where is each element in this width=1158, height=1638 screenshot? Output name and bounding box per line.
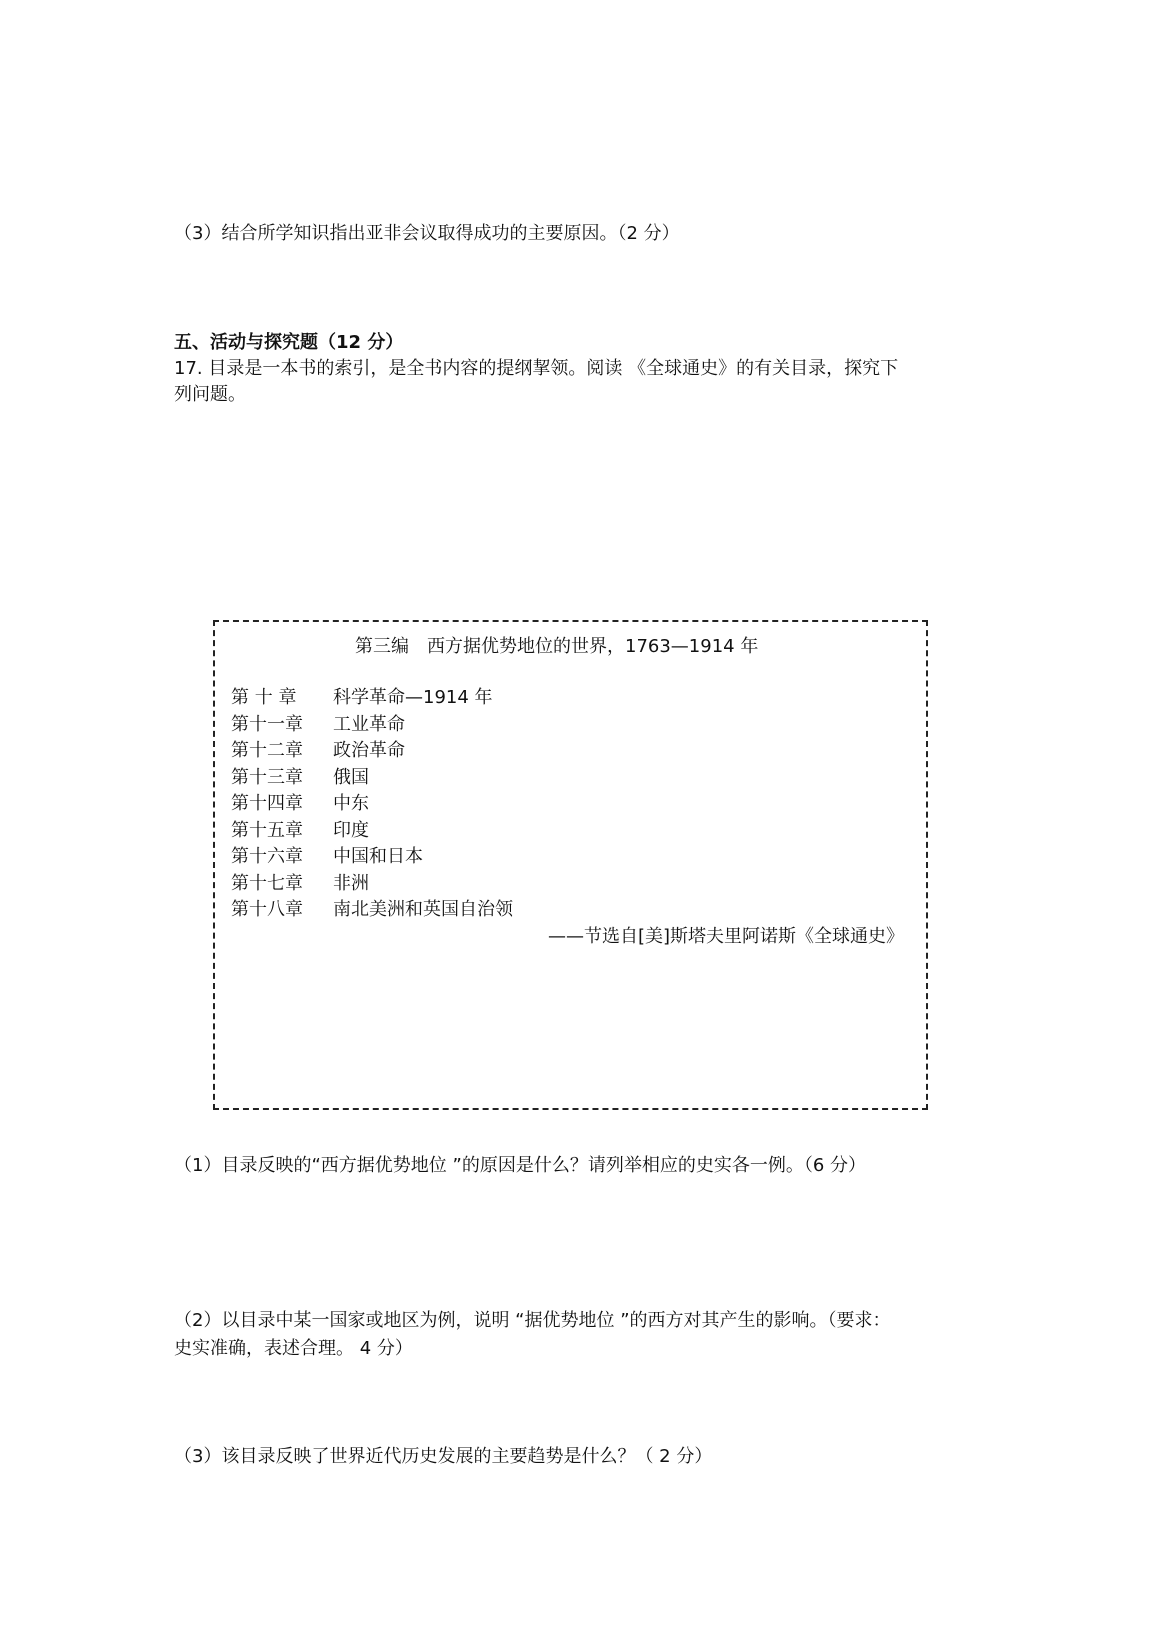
chapter-row (231, 844, 513, 871)
chapter-number: 第十五章 (231, 819, 303, 841)
question-17-part3: （3）该目录反映了世界近代历史发展的主要趋势是什么？（ 2 分） (174, 1446, 713, 1467)
section-5-heading: 五、活动与探究题（12 分） (174, 332, 404, 353)
chapter-title: 中东 (333, 793, 369, 814)
question-17-part2-line1: （2）以目录中某一国家或地区为例，说明 “据优势地位 ”的西方对其产生的影响。（要求： (174, 1310, 891, 1331)
chapter-row (231, 897, 513, 924)
chapter-number: 第十七章 (231, 872, 303, 894)
chapter-title: 中国和日本 (333, 846, 423, 867)
chapter-number: 第十四章 (231, 793, 303, 814)
toc-title: 第三编 西方据优势地位的世界，1763—1914 年 (355, 636, 759, 657)
chapter-title: 非洲 (333, 872, 369, 894)
table-of-contents-box (213, 620, 928, 1110)
chapter-number: 第十八章 (231, 899, 303, 920)
chapter-number: 第十六章 (231, 846, 303, 867)
chapter-title: 印度 (333, 819, 369, 841)
question-16-part3: （3）结合所学知识指出亚非会议取得成功的主要原因。（2 分） (174, 223, 680, 244)
chapter-number: 第十二章 (231, 740, 303, 761)
chapter-number: 第十一章 (231, 713, 303, 735)
chapter-title: 工业革命 (333, 713, 405, 735)
chapter-title: 南北美洲和英国自治领 (333, 899, 513, 920)
chapter-row (231, 791, 513, 818)
toc-source-citation: ——节选自[美]斯塔夫里阿诺斯《全球通史》 (547, 926, 904, 947)
chapter-row (231, 712, 513, 739)
chapter-number: 第十三章 (231, 766, 303, 788)
chapter-row (231, 765, 513, 792)
question-17-part2-line2: 史实准确，表述合理。 4 分） (174, 1338, 413, 1359)
chapter-row (231, 818, 513, 845)
chapter-title: 俄国 (333, 766, 369, 788)
chapter-title: 科学革命—1914 年 (333, 687, 493, 708)
chapter-row (231, 871, 513, 898)
chapter-list (231, 685, 513, 924)
question-17-part1: （1）目录反映的“西方据优势地位 ”的原因是什么？请列举相应的史实各一例。（6 分） (174, 1155, 866, 1176)
question-17-stem-line2: 列问题。 (174, 384, 246, 405)
chapter-row (231, 685, 513, 712)
chapter-number: 第 十 章 (231, 687, 297, 708)
chapter-row (231, 738, 513, 765)
question-17-stem-line1: 17. 目录是一本书的索引，是全书内容的提纲挈领。阅读 《全球通史》的有关目录，探究下 (174, 358, 899, 379)
chapter-title: 政治革命 (333, 740, 405, 761)
